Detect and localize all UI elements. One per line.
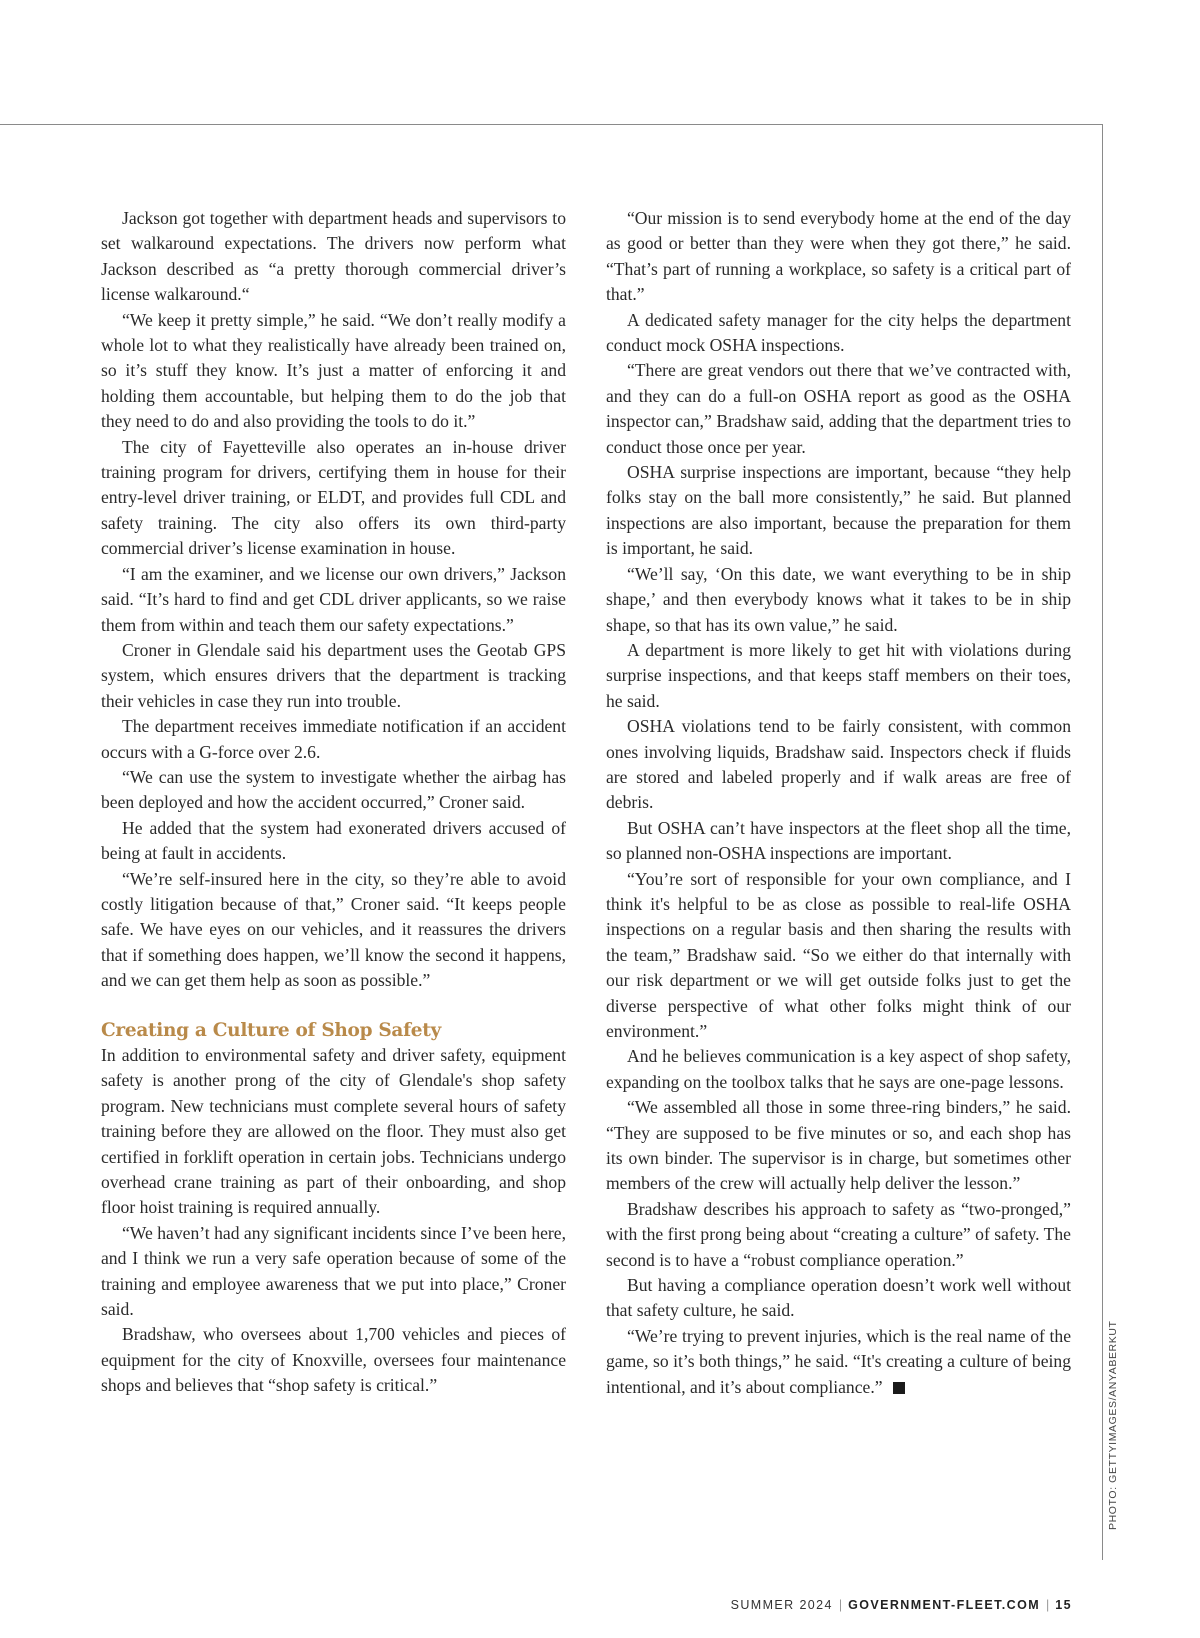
paragraph: “We keep it pretty simple,” he said. “We don’t really modify a whole lot to what they realistically have already been trained on, so it’s stuff they know. It’s just a matter of enforcing it and holding them accountable, but helping them to do the job that they need to do and also providing the tools to do it.” (101, 309, 566, 432)
paragraph: “We’ll say, ‘On this date, we want everything to be in ship shape,’ and then everybody knows what it takes to be in ship shape, so that has its own value,” he said. (606, 563, 1071, 635)
page-number: 15 (1055, 1598, 1072, 1612)
section-subhead: Creating a Culture of Shop Safety (101, 1019, 441, 1041)
photo-credit: PHOTO: GETTYIMAGES/ANYABERKUT (1107, 1320, 1119, 1530)
paragraph: In addition to environmental safety and driver safety, equipment safety is another prong of the city of Glendale's shop safety program. New technicians must complete several hours of safety training before they are allowed on the floor. They must also get certified in forklift operation in certain jobs. Technicians undergo overhead crane training as part of their onboarding, and shop floor hoist training is required annually. (101, 1045, 566, 1218)
article-left-column (101, 206, 566, 1399)
article-right-column (606, 206, 1071, 1400)
issue-label: SUMMER 2024 (730, 1598, 833, 1612)
paragraph: Bradshaw describes his approach to safety as “two-pronged,” with the first prong being about “creating a culture” of safety. The second is to have a “robust compliance operation.” (606, 1198, 1071, 1270)
paragraph: A department is more likely to get hit with violations during surprise inspections, and that keeps staff members on their toes, he said. (606, 639, 1071, 711)
paragraph-text: “We’re trying to prevent injuries, which is the real name of the game, so it’s both things,” he said. “It's creating a culture of being intentional, and it’s about compliance.” (606, 1325, 1071, 1397)
paragraph: But having a compliance operation doesn’t work well without that safety culture, he said. (606, 1275, 1071, 1321)
paragraph: Croner in Glendale said his department uses the Geotab GPS system, which ensures drivers that the department is tracking their vehicles in case they run into trouble. (101, 639, 566, 711)
paragraph: The department receives immediate notification if an accident occurs with a G-force over 2.6. (101, 716, 566, 762)
footer-divider: | (1046, 1598, 1050, 1612)
paragraph: A dedicated safety manager for the city helps the department conduct mock OSHA inspections. (606, 309, 1071, 356)
paragraph: The city of Fayetteville also operates an in-house driver training program for drivers, certifying them in house for their entry-level driver training, or ELDT, and provides full CDL and safety training. The city also offers its own third-party commercial driver’s license examination in house. (101, 436, 566, 559)
paragraph: “Our mission is to send everybody home at the end of the day as good or better than they were when they got there,” he said. “That’s part of running a workplace, so safety is a critical part of that.” (606, 208, 1071, 305)
paragraph: “We can use the system to investigate whether the airbag has been deployed and how the accident occurred,” Croner said. (101, 766, 566, 813)
paragraph: OSHA violations tend to be fairly consistent, with common ones involving liquids, Bradshaw said. Inspectors check if fluids are stored and labeled properly and if walk areas are free of debris. (606, 716, 1071, 813)
paragraph: “There are great vendors out there that we’ve contracted with, and they can do a full-on OSHA report as good as the OSHA inspector can,” Bradshaw said, adding that the department tries to conduct those once per year. (606, 360, 1071, 457)
paragraph: He added that the system had exonerated drivers accused of being at fault in accidents. (101, 817, 566, 864)
paragraph: And he believes communication is a key aspect of shop safety, expanding on the toolbox talks that he says are one-page lessons. (606, 1046, 1071, 1092)
final-paragraph (606, 1324, 1071, 1400)
paragraph: “You’re sort of responsible for your own compliance, and I think it's helpful to be as close as possible to real-life OSHA inspections on a regular basis and then sharing the results with the team,” Bradshaw said. “So we either do that internally with our risk department or we will get outside folks just to get the diverse perspective of what other folks might think of our environment.” (606, 868, 1071, 1041)
paragraph: OSHA surprise inspections are important, because “they help folks stay on the ball more consistently,” he said. But planned inspections are also important, because the preparation for them is important, he said. (606, 462, 1071, 559)
paragraph: “I am the examiner, and we license our own drivers,” Jackson said. “It’s hard to find and get CDL driver applicants, so we raise them from within and teach them our safety expectations.” (101, 563, 566, 635)
page-frame-top-rule (0, 124, 1103, 125)
paragraph: “We’re self-insured here in the city, so they’re able to avoid costly litigation because of that,” Croner said. “It keeps people safe. We have eyes on our vehicles, and it reassures the drivers that if something does happen, we’ll know the second it happens, and we can get them help as soon as possible.” (101, 868, 566, 991)
end-of-article-mark (893, 1382, 905, 1394)
paragraph: “We haven’t had any significant incidents since I’ve been here, and I think we run a very safe operation because of some of the training and employee awareness that we put into place,” Croner said. (101, 1222, 566, 1320)
paragraph: Bradshaw, who oversees about 1,700 vehicles and pieces of equipment for the city of Knoxville, oversees four maintenance shops and believes that “shop safety is critical.” (101, 1324, 566, 1396)
page-footer (731, 1598, 1072, 1612)
footer-divider: | (838, 1598, 843, 1612)
site-url: GOVERNMENT-FLEET.COM (848, 1598, 1041, 1612)
paragraph: Jackson got together with department heads and supervisors to set walkaround expectations. The drivers now perform what Jackson described as “a pretty thorough commercial driver’s license walkaround.“ (101, 208, 566, 305)
paragraph: “We assembled all those in some three-ring binders,” he said. “They are supposed to be five minutes or so, and each shop has its own binder. The supervisor is in charge, but sometimes other members of the crew will actually help deliver the lesson.” (606, 1097, 1071, 1194)
page-frame-right-rule (1102, 124, 1103, 1560)
paragraph: But OSHA can’t have inspectors at the fleet shop all the time, so planned non-OSHA inspections are important. (606, 817, 1071, 864)
